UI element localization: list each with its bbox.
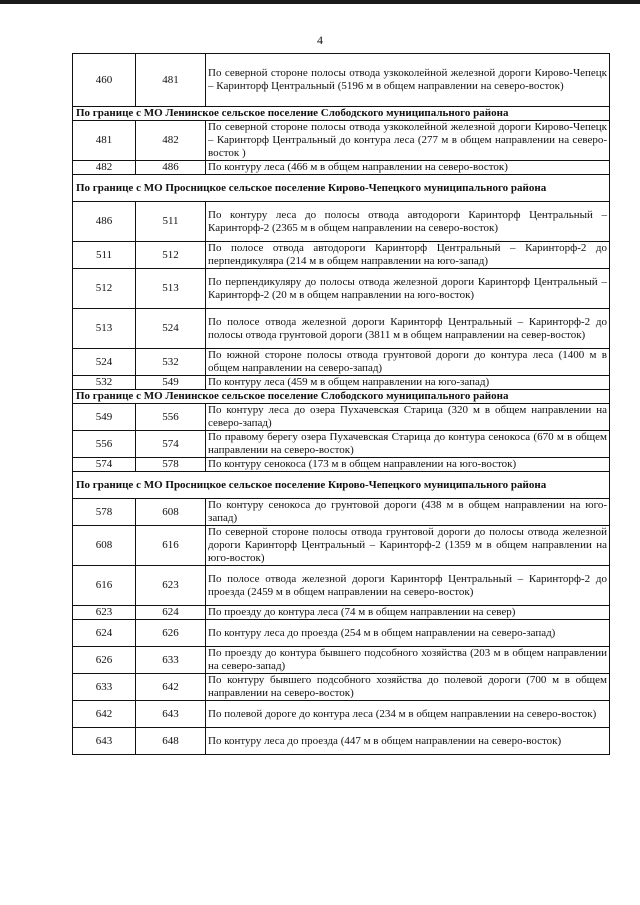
description-cell: По полевой дороге до контура леса (234 м в общем направлении на северо-восток) bbox=[206, 701, 610, 728]
point-to-cell: 624 bbox=[136, 606, 206, 620]
point-to-cell: 648 bbox=[136, 728, 206, 755]
description-cell: По полосе отвода железной дороги Каринторф Центральный – Каринторф-2 до проезда (2459 м в общем направлении на северо-восток) bbox=[206, 566, 610, 606]
point-from-cell: 633 bbox=[73, 674, 136, 701]
point-from-cell: 532 bbox=[73, 376, 136, 390]
point-from-cell: 512 bbox=[73, 269, 136, 309]
table-row bbox=[73, 349, 610, 376]
table-row bbox=[73, 458, 610, 472]
section-header: По границе с МО Просницкое сельское поселение Кирово-Чепецкого муниципального района bbox=[73, 175, 610, 202]
point-to-cell: 633 bbox=[136, 647, 206, 674]
table-row bbox=[73, 431, 610, 458]
table-row bbox=[73, 728, 610, 755]
top-border-line bbox=[0, 0, 640, 4]
description-cell: По контуру леса до озера Пухачевская Старица (320 м в общем направлении на северо-запад) bbox=[206, 404, 610, 431]
description-cell: По северной стороне полосы отвода грунтовой дороги до полосы отвода железной дороги Каринторф Центральный – Каринторф-2 (1359 м в общем направлении на юго-восток) bbox=[206, 526, 610, 566]
point-to-cell: 532 bbox=[136, 349, 206, 376]
point-from-cell: 556 bbox=[73, 431, 136, 458]
point-from-cell: 616 bbox=[73, 566, 136, 606]
point-to-cell: 643 bbox=[136, 701, 206, 728]
description-cell: По проезду до контура бывшего подсобного хозяйства (203 м в общем направлении на северо-запад) bbox=[206, 647, 610, 674]
point-to-cell: 524 bbox=[136, 309, 206, 349]
section-header-row bbox=[73, 472, 610, 499]
point-to-cell: 512 bbox=[136, 242, 206, 269]
section-header: По границе с МО Ленинское сельское поселение Слободского муниципального района bbox=[73, 390, 610, 404]
point-from-cell: 608 bbox=[73, 526, 136, 566]
point-from-cell: 623 bbox=[73, 606, 136, 620]
point-to-cell: 486 bbox=[136, 161, 206, 175]
description-cell: По северной стороне полосы отвода узкоколейной железной дороги Кирово-Чепецк – Каринторф Центральный до контура леса (277 м в общем направлении на северо-восток ) bbox=[206, 121, 610, 161]
point-from-cell: 524 bbox=[73, 349, 136, 376]
description-cell: По полосе отвода автодороги Каринторф Центральный – Каринторф-2 до перпендикуляра (214 м в общем направлении на юго-запад) bbox=[206, 242, 610, 269]
table-row bbox=[73, 647, 610, 674]
table-row bbox=[73, 701, 610, 728]
point-from-cell: 460 bbox=[73, 54, 136, 107]
point-from-cell: 626 bbox=[73, 647, 136, 674]
table-row bbox=[73, 606, 610, 620]
section-header: По границе с МО Просницкое сельское поселение Кирово-Чепецкого муниципального района bbox=[73, 472, 610, 499]
description-cell: По южной стороне полосы отвода грунтовой дороги до контура леса (1400 м в общем направлении на северо-запад) bbox=[206, 349, 610, 376]
point-to-cell: 623 bbox=[136, 566, 206, 606]
page-number: 4 bbox=[317, 33, 323, 47]
description-cell: По контуру леса до проезда (254 м в общем направлении на северо-запад) bbox=[206, 620, 610, 647]
point-from-cell: 624 bbox=[73, 620, 136, 647]
description-cell: По проезду до контура леса (74 м в общем направлении на север) bbox=[206, 606, 610, 620]
description-cell: По полосе отвода железной дороги Каринторф Центральный – Каринторф-2 до полосы отвода грунтовой дороги (3811 м в общем направлении на север-восток) bbox=[206, 309, 610, 349]
table-row bbox=[73, 242, 610, 269]
table-row bbox=[73, 620, 610, 647]
point-from-cell: 574 bbox=[73, 458, 136, 472]
section-header-row bbox=[73, 175, 610, 202]
description-cell: По контуру леса (459 м в общем направлении на юго-запад) bbox=[206, 376, 610, 390]
table-row bbox=[73, 161, 610, 175]
point-from-cell: 513 bbox=[73, 309, 136, 349]
table-row bbox=[73, 526, 610, 566]
point-to-cell: 556 bbox=[136, 404, 206, 431]
description-cell: По контуру сенокоса до грунтовой дороги (438 м в общем направлении на юго-запад) bbox=[206, 499, 610, 526]
point-to-cell: 616 bbox=[136, 526, 206, 566]
point-from-cell: 643 bbox=[73, 728, 136, 755]
table-row bbox=[73, 121, 610, 161]
description-cell: По северной стороне полосы отвода узкоколейной железной дороги Кирово-Чепецк – Каринторф Центральный (5196 м в общем направлении на северо-восток) bbox=[206, 54, 610, 107]
section-header-row bbox=[73, 107, 610, 121]
description-cell: По перпендикуляру до полосы отвода железной дороги Каринторф Центральный – Каринторф-2 (20 м в общем направлении на юго-восток) bbox=[206, 269, 610, 309]
table-row bbox=[73, 566, 610, 606]
point-from-cell: 481 bbox=[73, 121, 136, 161]
point-to-cell: 626 bbox=[136, 620, 206, 647]
point-to-cell: 513 bbox=[136, 269, 206, 309]
table-row bbox=[73, 674, 610, 701]
section-header-row bbox=[73, 390, 610, 404]
point-from-cell: 642 bbox=[73, 701, 136, 728]
boundary-table bbox=[72, 53, 610, 755]
description-cell: По контуру бывшего подсобного хозяйства до полевой дороги (700 м в общем направлении на северо-восток) bbox=[206, 674, 610, 701]
point-to-cell: 608 bbox=[136, 499, 206, 526]
point-to-cell: 578 bbox=[136, 458, 206, 472]
point-from-cell: 549 bbox=[73, 404, 136, 431]
description-cell: По контуру леса до полосы отвода автодороги Каринторф Центральный – Каринторф-2 (2365 м в общем направлении на северо-восток) bbox=[206, 202, 610, 242]
table-row bbox=[73, 54, 610, 107]
description-cell: По правому берегу озера Пухачевская Старица до контура сенокоса (670 м в общем направлении на северо-восток) bbox=[206, 431, 610, 458]
table-row bbox=[73, 269, 610, 309]
point-from-cell: 511 bbox=[73, 242, 136, 269]
point-to-cell: 511 bbox=[136, 202, 206, 242]
table-row bbox=[73, 404, 610, 431]
table-row bbox=[73, 202, 610, 242]
point-to-cell: 549 bbox=[136, 376, 206, 390]
description-cell: По контуру леса (466 м в общем направлении на северо-восток) bbox=[206, 161, 610, 175]
point-from-cell: 482 bbox=[73, 161, 136, 175]
description-cell: По контуру леса до проезда (447 м в общем направлении на северо-восток) bbox=[206, 728, 610, 755]
boundary-table-body bbox=[73, 54, 610, 755]
table-row bbox=[73, 376, 610, 390]
point-from-cell: 486 bbox=[73, 202, 136, 242]
point-to-cell: 482 bbox=[136, 121, 206, 161]
table-row bbox=[73, 499, 610, 526]
table-row bbox=[73, 309, 610, 349]
description-cell: По контуру сенокоса (173 м в общем направлении на юго-восток) bbox=[206, 458, 610, 472]
point-from-cell: 578 bbox=[73, 499, 136, 526]
point-to-cell: 481 bbox=[136, 54, 206, 107]
section-header: По границе с МО Ленинское сельское поселение Слободского муниципального района bbox=[73, 107, 610, 121]
point-to-cell: 642 bbox=[136, 674, 206, 701]
point-to-cell: 574 bbox=[136, 431, 206, 458]
